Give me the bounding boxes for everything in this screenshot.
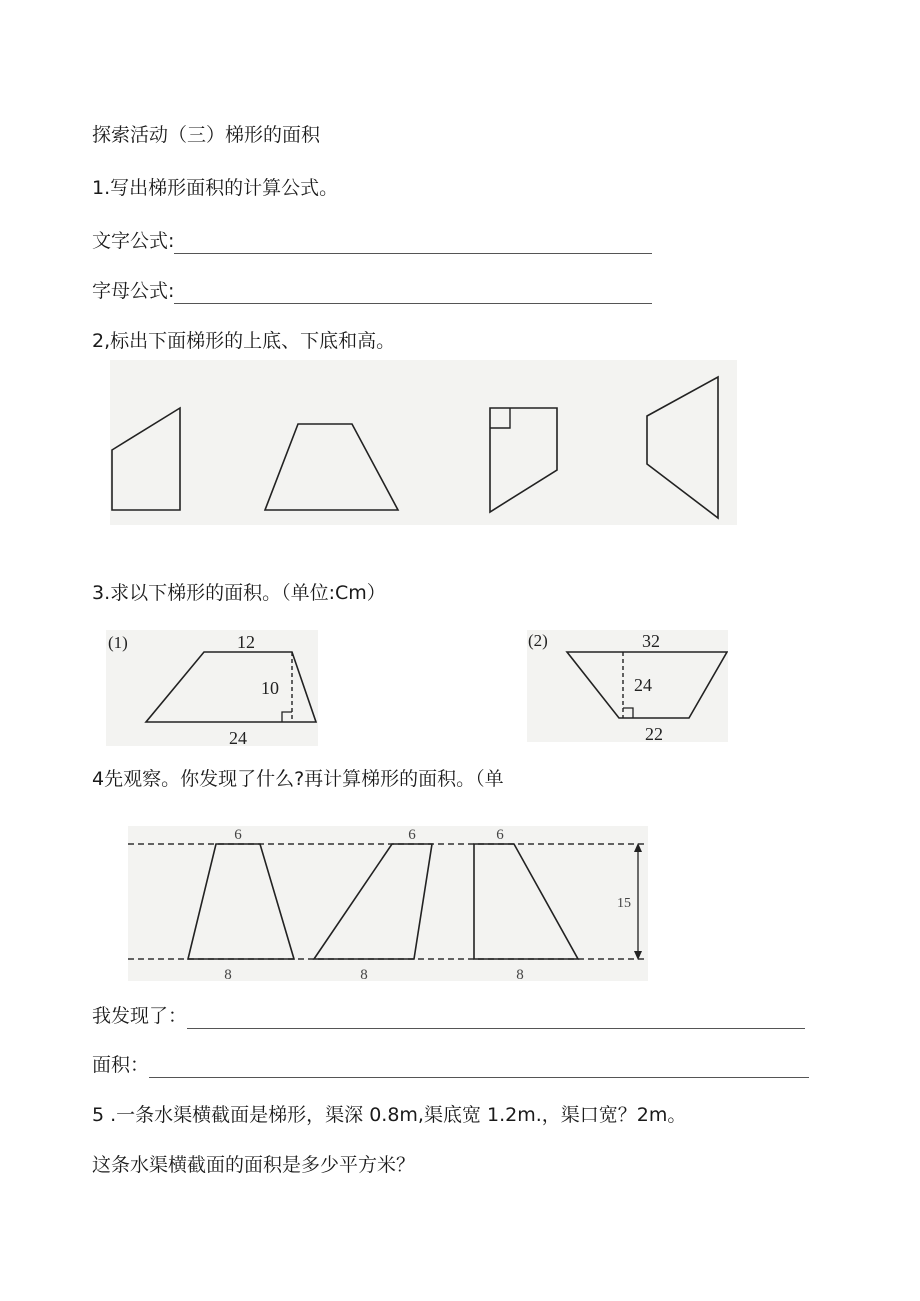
- q4-bottom-1: 8: [224, 967, 232, 981]
- q4-height-label: 15: [617, 896, 631, 911]
- letter-formula-label: 字母公式:: [92, 280, 175, 302]
- q4-trapezoid-2: [314, 844, 432, 959]
- q3-figure-2: [527, 630, 728, 742]
- area-blank[interactable]: [149, 1059, 809, 1078]
- q4-bottom-3: 8: [516, 967, 524, 981]
- q3-fig1-right-angle: [282, 712, 292, 722]
- q3-fig2-height: 24: [634, 675, 652, 695]
- trapezoid-d: [647, 377, 718, 518]
- q3-figure-1: [106, 630, 318, 746]
- q3-fig1-label: (1): [108, 633, 128, 652]
- word-formula-blank[interactable]: [174, 235, 652, 254]
- found-label: 我发现了：: [92, 1005, 188, 1027]
- q3-figure-1-diagram: [106, 630, 318, 746]
- question-3-heading: 3.求以下梯形的面积。（单位:Cm）: [92, 582, 386, 604]
- trapezoid-c: [490, 408, 557, 512]
- question-1-heading: 1.写出梯形面积的计算公式。: [92, 177, 339, 199]
- trapezoid-a: [112, 408, 180, 510]
- q3-fig2-right-angle: [623, 708, 633, 718]
- question-4-figure: [128, 826, 648, 981]
- question-5-line-2: 这条水渠横截面的面积是多少平方米？: [92, 1154, 416, 1176]
- page-title: 探索活动（三）梯形的面积: [92, 124, 321, 146]
- word-formula-row: [92, 228, 652, 254]
- q3-fig1-bottom: 24: [229, 728, 247, 746]
- trapezoid-b: [265, 424, 398, 510]
- q4-top-2: 6: [408, 827, 416, 843]
- word-formula-label: 文字公式:: [92, 230, 175, 252]
- question-4-heading: 4先观察。你发现了什么?再计算梯形的面积。（单: [92, 768, 504, 790]
- right-angle-mark: [490, 408, 510, 428]
- question-2-figure: [110, 360, 737, 525]
- letter-formula-blank[interactable]: [174, 285, 652, 304]
- q3-fig2-label: (2): [528, 631, 548, 650]
- question-2-heading: 2,标出下面梯形的上底、下底和高。: [92, 330, 396, 352]
- q4-top-3: 6: [496, 827, 504, 843]
- found-blank[interactable]: [187, 1010, 805, 1029]
- found-row: [92, 1003, 805, 1029]
- question-5-line-1: 5 .一条水渠横截面是梯形，渠深 0.8m,渠底宽 1.2m.，渠口宽？2m。: [92, 1104, 687, 1126]
- area-row: [92, 1052, 809, 1078]
- q4-equal-height-trapezoids: [128, 826, 648, 981]
- q3-fig2-bottom: 22: [645, 724, 663, 742]
- q4-trapezoid-1: [188, 844, 294, 959]
- q4-bottom-2: 8: [360, 967, 368, 981]
- q4-trapezoid-3: [474, 844, 578, 959]
- four-trapezoids-diagram: [110, 360, 737, 525]
- area-label: 面积：: [92, 1054, 150, 1076]
- q3-figure-2-diagram: [527, 630, 728, 742]
- letter-formula-row: [92, 278, 652, 304]
- q3-fig1-top: 12: [237, 632, 255, 652]
- q3-fig2-top: 32: [642, 631, 660, 651]
- q4-top-1: 6: [234, 827, 242, 843]
- q3-fig1-height: 10: [261, 678, 279, 698]
